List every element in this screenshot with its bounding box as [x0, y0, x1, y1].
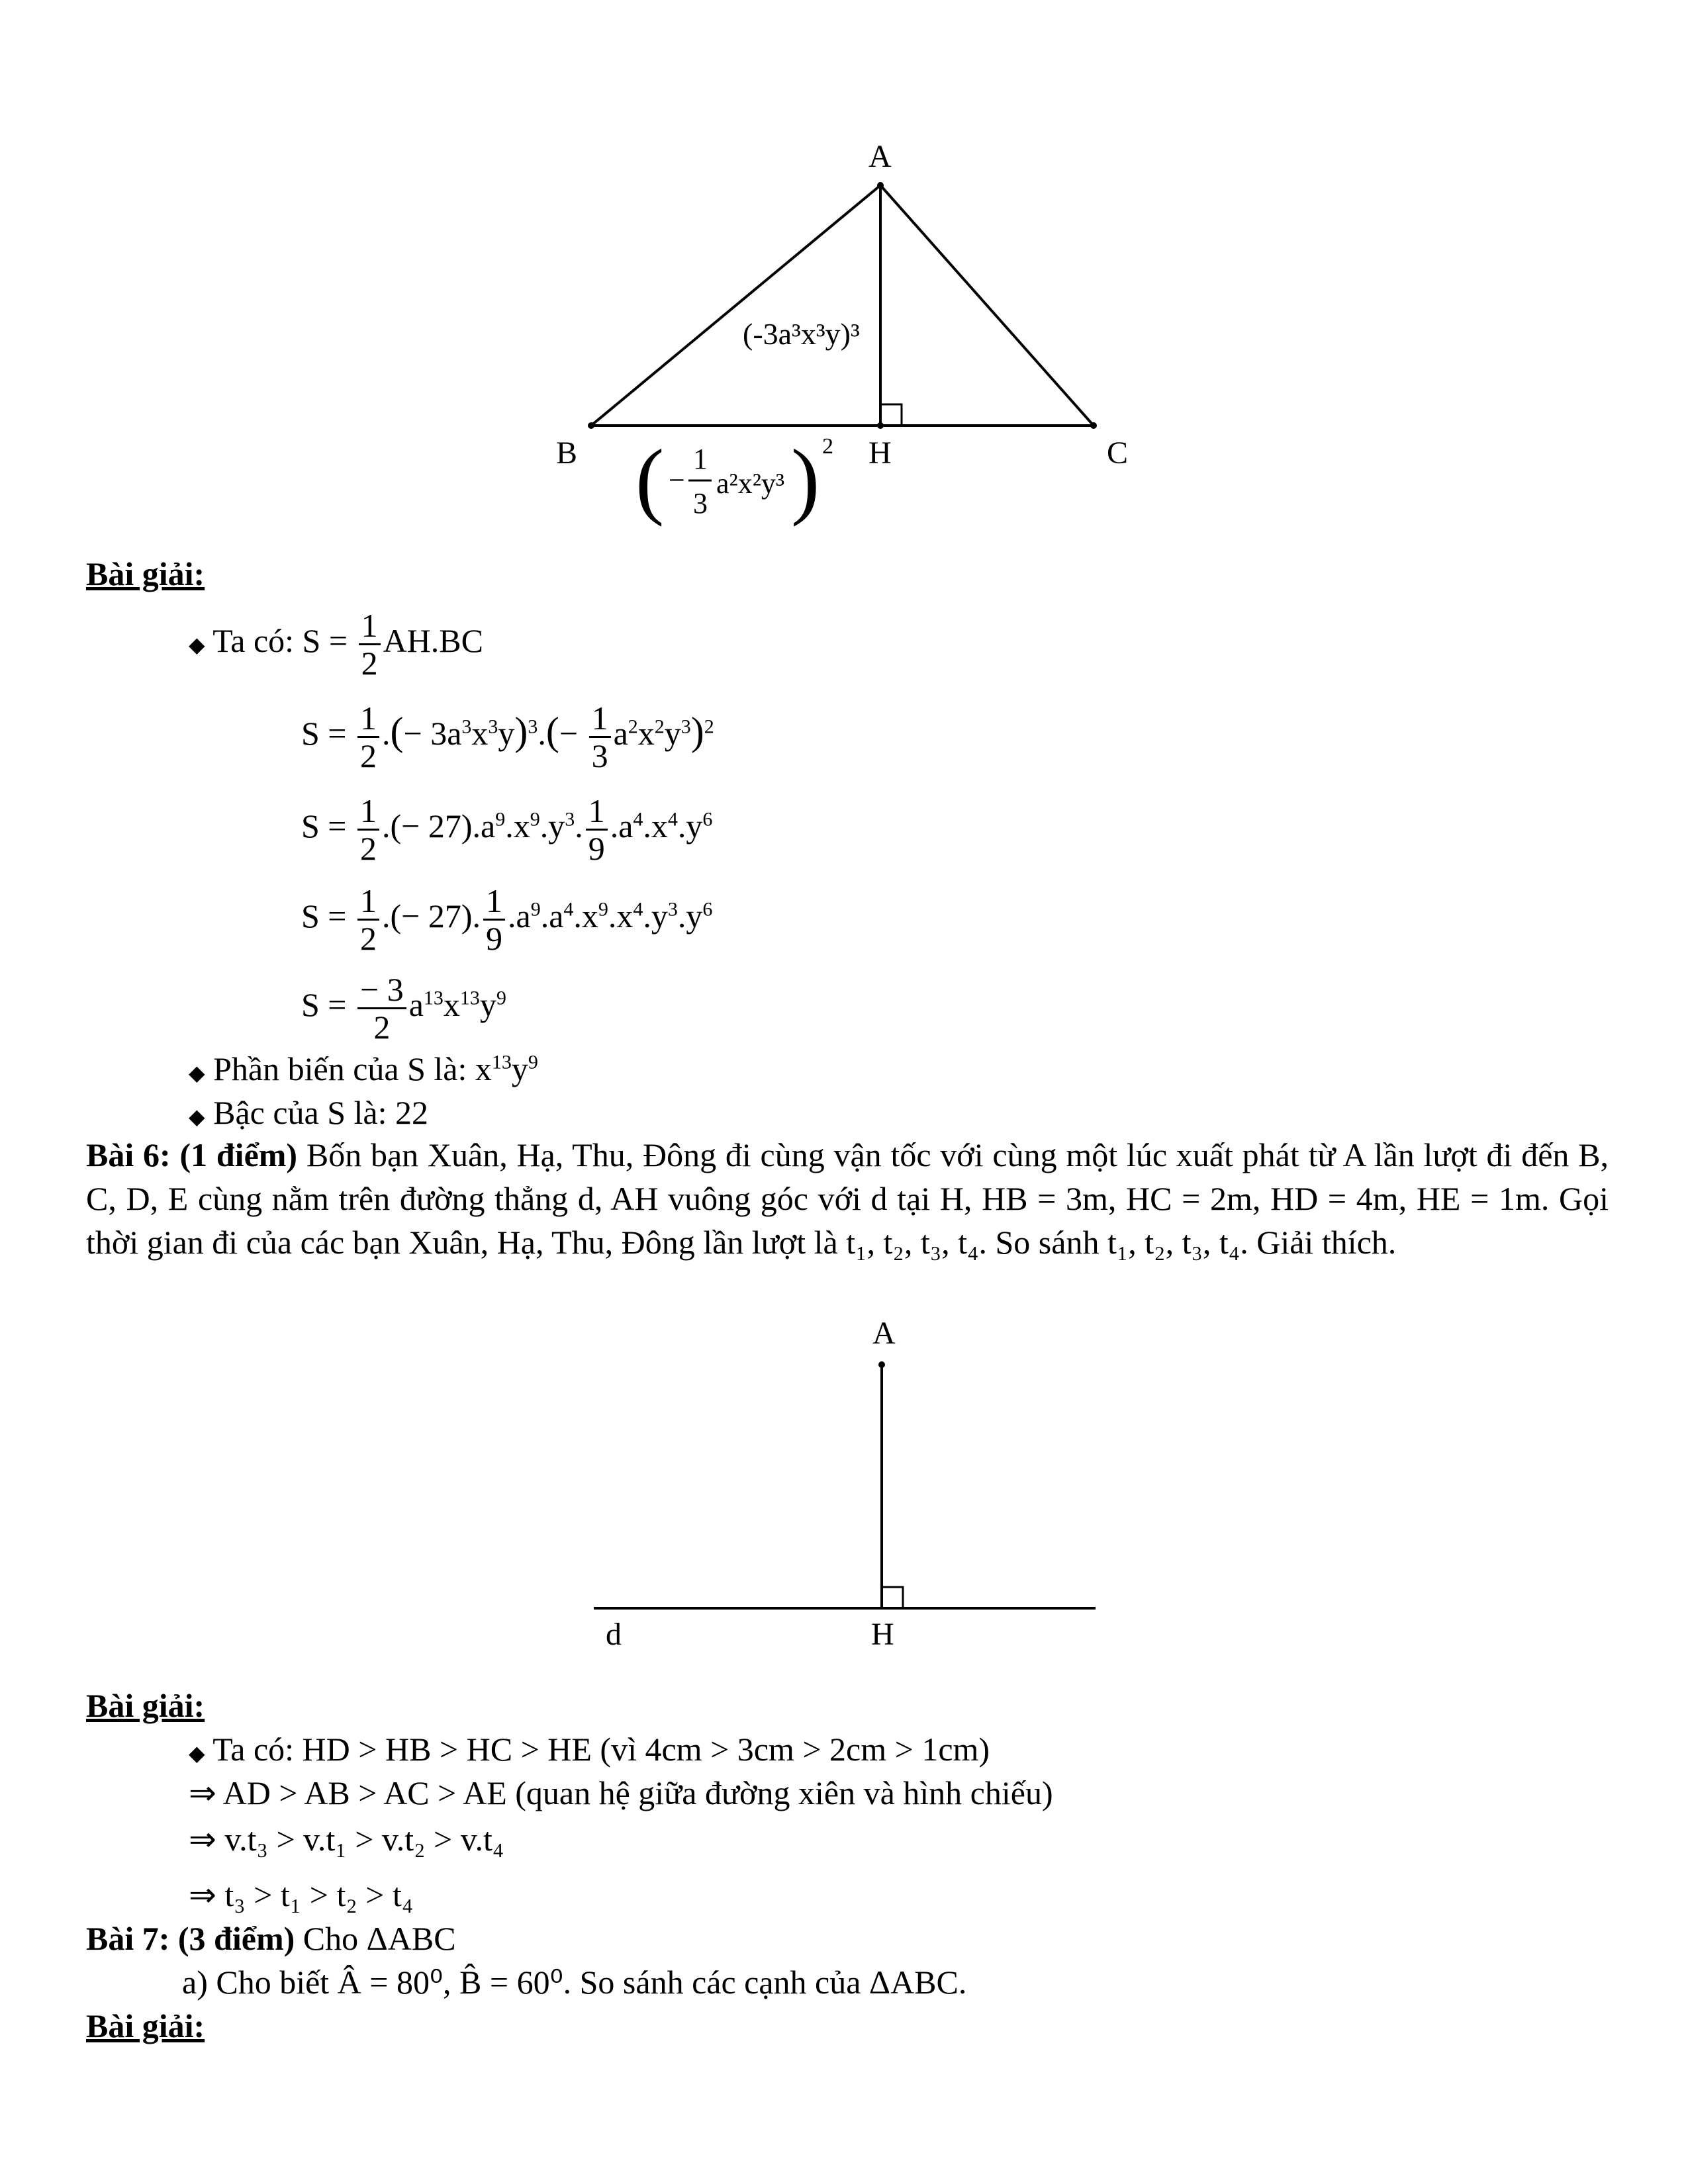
bc-open-paren: (: [635, 432, 665, 527]
solution5-step3: S = $\frac{1}{2}$ .(− 27). $\frac{1}{9}$ $.a^9.a^4.x^9.x^4.y^3.y^6$: [301, 882, 713, 957]
triangle-figure: [0, 132, 1688, 543]
right-angle-mark: [880, 404, 902, 426]
ah-expression: (-3a³x³y)³: [743, 317, 860, 351]
variable-label: Phần biến của S là:: [213, 1050, 467, 1087]
bc-power: 2: [822, 434, 833, 459]
solution5-heading: Bài giải:: [86, 555, 205, 592]
solution6-heading: Bài giải:: [86, 1687, 205, 1724]
side-ab: [591, 185, 880, 426]
solution5-formula-line: [189, 609, 483, 680]
bc-numerator: 1: [693, 443, 708, 475]
solution6-line3: ⇒ v.t₃ > v.t₁ > v.t₂ > v.t₄: [189, 1821, 504, 1858]
degree-label: Bậc của S là: 22: [213, 1094, 429, 1131]
solution7-heading: Bài giải:: [86, 2007, 205, 2044]
solution5-formula-display: S = $\frac{1}{2}$ AH.BC: [302, 607, 483, 682]
problem7-part-a: a) Cho biết Â = 80⁰, B̂ = 60⁰. So sánh các cạnh của ΔABC.: [182, 1964, 967, 2001]
solution6-line4: ⇒ t₃ > t₁ > t₂ > t₄: [189, 1876, 414, 1913]
variable-value: $x^{13}y^9$: [475, 1050, 538, 1087]
bc-body: a²x²y³: [716, 467, 785, 500]
point-c: [1090, 422, 1097, 429]
bullet-icon: ◆: [189, 632, 205, 657]
problem6-points: (1 điểm): [179, 1136, 298, 1173]
problem6-paragraph: [86, 1133, 1609, 1264]
problem6-text: Bốn bạn Xuân, Hạ, Thu, Đông đi cùng vận tốc với cùng một lúc xuất phát từ A lần lượt đi đến B, C, D, E cùng nằm trên đường thẳng d, AH vuông góc với d tại H, HB = 3m, HC = 2m, HD = 4m, HE = 1m. Gọi thời gian đi của các bạn Xuân, Hạ, Thu, Đông lần lượt là t₁, t₂, t₃, t₄. So sánh t₁, t₂, t₃, t₄. Giải thích.: [86, 1136, 1609, 1261]
solution5-step1: S = $\frac{1}{2}$ .(− $3a^3x^3y)^3.(-$ $\frac{1}{3}$ $a^2x^2y^3)^2$: [301, 700, 714, 774]
label-c: C: [1107, 435, 1129, 471]
problem7-line: [86, 1917, 456, 1960]
solution5-degree-line: [189, 1091, 428, 1138]
problem6-title: Bài 6:: [86, 1136, 171, 1173]
bullet-icon: ◆: [189, 1061, 205, 1085]
bc-sign: −: [669, 464, 685, 496]
bc-close-paren: ): [791, 432, 820, 527]
label-h: H: [871, 1617, 894, 1652]
solution6-line1: [189, 1727, 990, 1775]
solution6-text1: Ta có: HD > HB > HC > HE (vì 4cm > 3cm > 2cm > 1cm): [212, 1731, 990, 1768]
point-h: [877, 422, 884, 429]
point-a: [878, 1361, 885, 1368]
solution6-line2: ⇒ AD > AB > AC > AE (quan hệ giữa đường xiên và hình chiếu): [189, 1774, 1053, 1811]
bullet-icon: ◆: [189, 1105, 205, 1128]
label-a: A: [868, 139, 892, 174]
bullet-icon: ◆: [189, 1741, 205, 1765]
solution5-intro: Ta có:: [212, 621, 295, 659]
perpendicular-figure: [0, 1310, 1688, 1655]
solution5-variable-line: [189, 1047, 538, 1095]
problem7-points: (3 điểm): [177, 1920, 295, 1957]
solution5-step2: S = $\frac{1}{2}$ .(− $27).a^9.x^9.y^3$. $\frac{1}{9}$ $.a^4.x^4.y^6$: [301, 792, 713, 867]
point-b: [588, 422, 594, 429]
problem7-intro: Cho ΔABC: [303, 1920, 456, 1957]
bc-denominator: 3: [693, 487, 708, 520]
solution5-result: S = $\frac{- 3}{2}$ $a^{13}x^{13}y^9$: [301, 971, 506, 1046]
label-b: B: [556, 435, 578, 471]
label-a: A: [872, 1316, 896, 1351]
label-h: H: [868, 435, 892, 471]
problem7-title: Bài 7:: [86, 1920, 170, 1957]
label-d: d: [606, 1617, 622, 1652]
point-a: [877, 182, 884, 189]
side-ac: [880, 185, 1094, 426]
right-angle-mark: [882, 1587, 903, 1608]
